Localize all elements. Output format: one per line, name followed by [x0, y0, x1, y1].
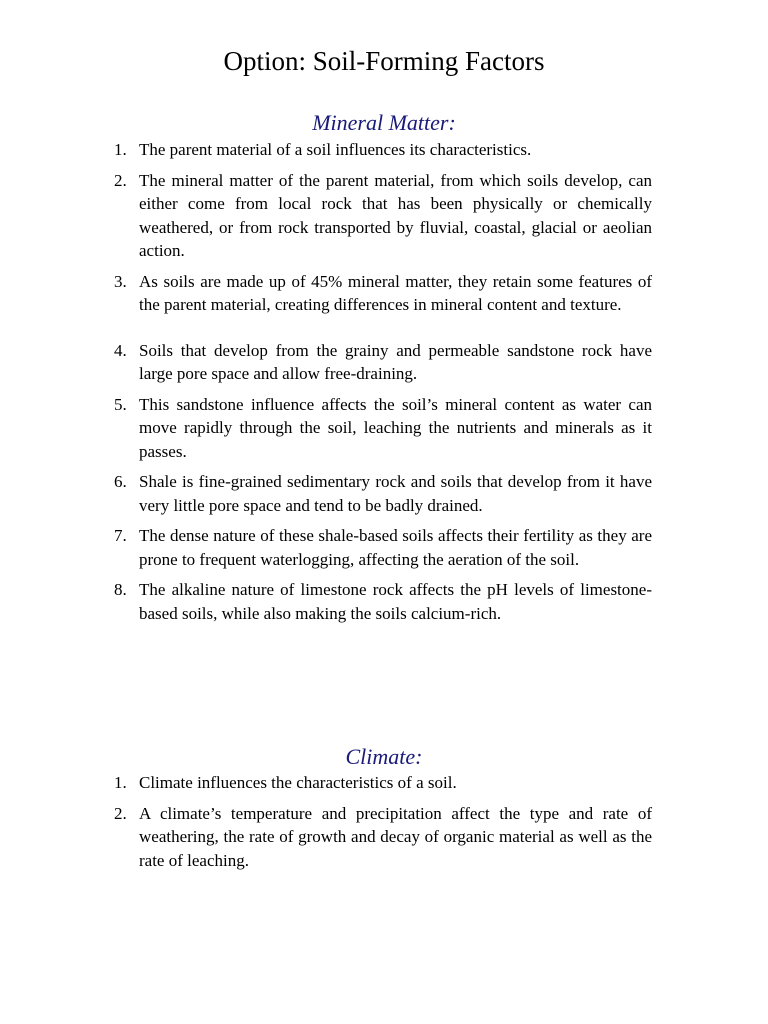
list-item: [114, 802, 652, 873]
list-item-text: A climate’s temperature and precipitation affect the type and rate of weathering, the rate of growth and decay of organic material as well as the rate of leaching.: [139, 803, 652, 870]
list-item-number: 3.: [114, 271, 127, 291]
list-item-text: The dense nature of these shale-based soils affects their fertility as they are prone to frequent waterlogging, affecting the aeration of the soil.: [139, 526, 652, 569]
list-item: [114, 393, 652, 464]
section-heading-climate: Climate:: [345, 744, 423, 769]
list-item-text: This sandstone influence affects the soil’s mineral content as water can move rapidly through the soil, leaching the nutrients and minerals as it passes.: [139, 394, 652, 461]
list-item-text: Climate influences the characteristics of a soil.: [139, 773, 457, 792]
list-item: [114, 169, 652, 263]
list-item-number: 2.: [114, 803, 127, 823]
list-item-number: 1.: [114, 140, 127, 159]
list-item-number: 7.: [114, 526, 127, 545]
section-heading-mineral-matter: Mineral Matter:: [312, 110, 456, 135]
list-item: [114, 524, 652, 571]
list-item-number: 8.: [114, 580, 127, 599]
list-item-number: 1.: [114, 773, 127, 792]
list-item: [114, 578, 652, 625]
list-item-number: 6.: [114, 472, 127, 491]
list-item: [114, 138, 652, 162]
list-item-text: Shale is fine-grained sedimentary rock and soils that develop from it have very little pore space and tend to be badly drained.: [139, 472, 652, 515]
list-item: [114, 771, 652, 795]
list-item-number: 5.: [114, 394, 127, 414]
list-item-text: As soils are made up of 45% mineral matter, they retain some features of the parent material, creating differences in mineral content and texture.: [139, 271, 652, 314]
page-title: Option: Soil-Forming Factors: [223, 46, 545, 76]
mineral-matter-list: [114, 138, 652, 625]
list-item-text: The mineral matter of the parent material, from which soils develop, can either come from local rock that has been physically or chemically weathered, or from rock transported by fluvial, coastal, glacial or aeolian action.: [139, 170, 652, 260]
list-item: [114, 270, 652, 317]
list-item: [114, 339, 652, 386]
list-item-text: The parent material of a soil influences its characteristics.: [139, 140, 532, 159]
climate-list: [114, 771, 652, 872]
list-item: [114, 470, 652, 517]
list-item-number: 4.: [114, 340, 127, 360]
list-item-text: The alkaline nature of limestone rock affects the pH levels of limestone-based soils, while also making the soils calcium-rich.: [139, 580, 652, 623]
list-item-number: 2.: [114, 170, 127, 190]
list-item-text: Soils that develop from the grainy and permeable sandstone rock have large pore space and allow free-draining.: [139, 340, 652, 383]
